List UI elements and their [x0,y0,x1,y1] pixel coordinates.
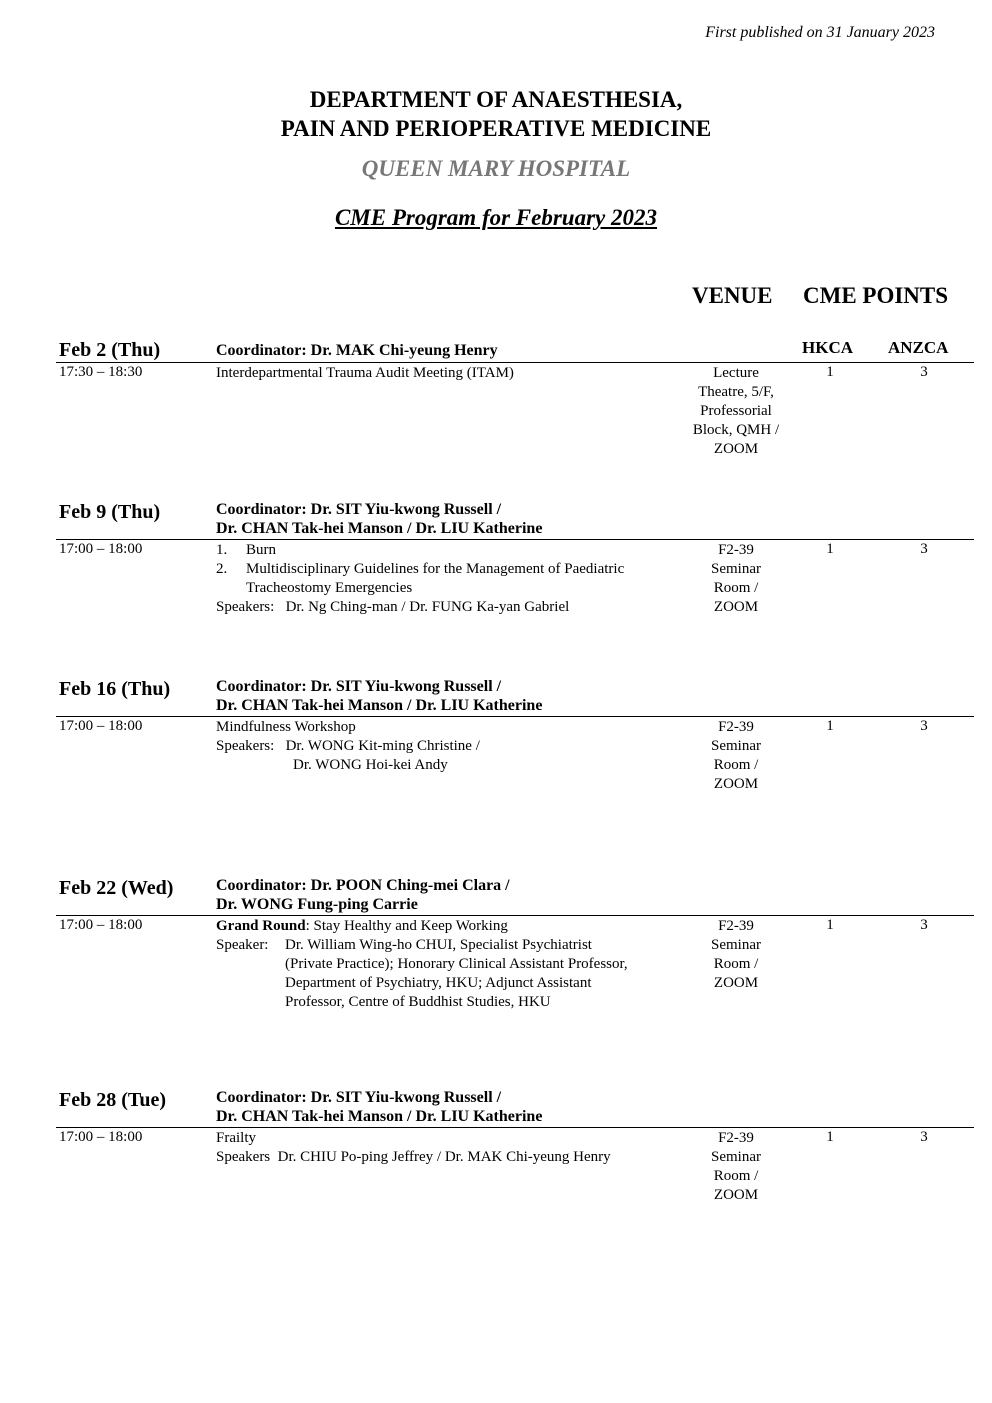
session-date: Feb 16 (Thu) [59,678,171,700]
agenda-item: 1. Burn [216,542,276,558]
anzca-header: ANZCA [888,338,949,357]
coordinator-line: Coordinator: Dr. SIT Yiu-kwong Russell / [216,501,502,518]
venue-line: Theatre, 5/F, [698,384,774,400]
venue-line: Seminar [711,561,761,577]
section-divider [56,539,974,540]
session-venue [680,1129,792,1205]
speakers-line: Speakers Dr. CHIU Po-ping Jeffrey / Dr. MAK Chi-yeung Henry [216,1149,611,1165]
venue-line: Seminar [711,1149,761,1165]
venue-line: F2-39 [718,542,754,558]
section-divider [56,1127,974,1128]
hkca-points: 1 [826,364,834,380]
session-content [216,1129,611,1167]
coordinator-line: Dr. CHAN Tak-hei Manson / Dr. LIU Katherine [216,1108,543,1125]
coordinator-line: Dr. WONG Fung-ping Carrie [216,896,418,913]
content-line: Interdepartmental Trauma Audit Meeting (ITAM) [216,365,514,381]
speaker-line: Professor, Centre of Buddhist Studies, HKU [285,994,551,1010]
section-divider [56,362,974,363]
venue-line: ZOOM [713,441,759,457]
venue-line: F2-39 [718,719,754,735]
department-title-line1: DEPARTMENT OF ANAESTHESIA, [309,87,683,112]
agenda-item: Tracheostomy Emergencies [246,580,413,596]
speaker-line: Speaker: Dr. William Wing-ho CHUI, Specialist Psychiatrist [216,937,592,953]
session-coordinator [216,677,542,715]
session-coordinator [216,500,542,538]
speaker-line: Department of Psychiatry, HKU; Adjunct Assistant [285,975,592,991]
session-venue [680,541,792,617]
section-divider [56,716,974,717]
venue-header: VENUE [692,283,773,308]
session-date: Feb 28 (Tue) [59,1089,167,1111]
session-content [216,718,480,775]
coordinator-line: Coordinator: Dr. MAK Chi-yeung Henry [216,342,498,359]
speaker-line: (Private Practice); Honorary Clinical Assistant Professor, [285,956,628,972]
hkca-points: 1 [826,1129,834,1145]
session-content [216,541,624,617]
session-date: Feb 9 (Thu) [59,501,161,523]
venue-line: Seminar [711,937,761,953]
anzca-points: 3 [920,917,928,933]
venue-line: ZOOM [713,776,759,792]
venue-line: Seminar [711,738,761,754]
coordinator-line: Coordinator: Dr. SIT Yiu-kwong Russell / [216,678,502,695]
session-venue [680,917,792,993]
speakers-line: Speakers: Dr. WONG Kit-ming Christine / [216,738,480,754]
agenda-item: 2. Multidisciplinary Guidelines for the Management of Paediatric [216,561,625,577]
speakers-line: Dr. WONG Hoi-kei Andy [293,757,448,773]
venue-line: Professorial [700,403,772,419]
venue-line: Room / [713,757,759,773]
session-time: 17:30 – 18:30 [59,364,143,380]
hkca-points: 1 [826,541,834,557]
session-time: 17:00 – 18:00 [59,917,143,933]
venue-line: Room / [713,580,759,596]
grand-round-line: Grand Round: Stay Healthy and Keep Working [216,918,508,934]
session-venue [680,364,792,459]
venue-line: Block, QMH / [692,422,780,438]
anzca-points: 3 [920,364,928,380]
venue-line: ZOOM [713,599,759,615]
section-divider [56,915,974,916]
department-title-line2: PAIN AND PERIOPERATIVE MEDICINE [280,116,712,141]
coordinator-line: Dr. CHAN Tak-hei Manson / Dr. LIU Katherine [216,697,543,714]
venue-line: Lecture [713,365,759,381]
session-content [216,917,628,1012]
venue-line: Room / [713,956,759,972]
session-time: 17:00 – 18:00 [59,541,143,557]
session-date: Feb 22 (Wed) [59,877,174,899]
session-venue [680,718,792,794]
session-time: 17:00 – 18:00 [59,718,143,734]
session-date: Feb 2 (Thu) [59,339,161,361]
session-coordinator [216,876,510,914]
hkca-header: HKCA [802,338,853,357]
content-line: Mindfulness Workshop [216,719,356,735]
venue-line: F2-39 [718,1130,754,1146]
hkca-points: 1 [826,718,834,734]
speakers-line: Speakers: Dr. Ng Ching-man / Dr. FUNG Ka-yan Gabriel [216,599,570,615]
cme-points-header: CME POINTS [803,283,949,308]
venue-line: ZOOM [713,1187,759,1203]
anzca-points: 3 [920,541,928,557]
coordinator-line: Coordinator: Dr. SIT Yiu-kwong Russell / [216,1089,502,1106]
venue-line: ZOOM [713,975,759,991]
session-coordinator [216,1088,542,1126]
hospital-name: QUEEN MARY HOSPITAL [361,156,631,181]
session-time: 17:00 – 18:00 [59,1129,143,1145]
coordinator-line: Dr. CHAN Tak-hei Manson / Dr. LIU Katherine [216,520,543,537]
program-title: CME Program for February 2023 [334,205,658,230]
content-line: Frailty [216,1130,256,1146]
venue-line: F2-39 [718,918,754,934]
venue-line: Room / [713,1168,759,1184]
hkca-points: 1 [826,917,834,933]
session-coordinator [216,341,498,360]
session-content [216,364,514,383]
coordinator-line: Coordinator: Dr. POON Ching-mei Clara / [216,877,510,894]
anzca-points: 3 [920,718,928,734]
publication-date: First published on 31 January 2023 [705,24,935,41]
anzca-points: 3 [920,1129,928,1145]
